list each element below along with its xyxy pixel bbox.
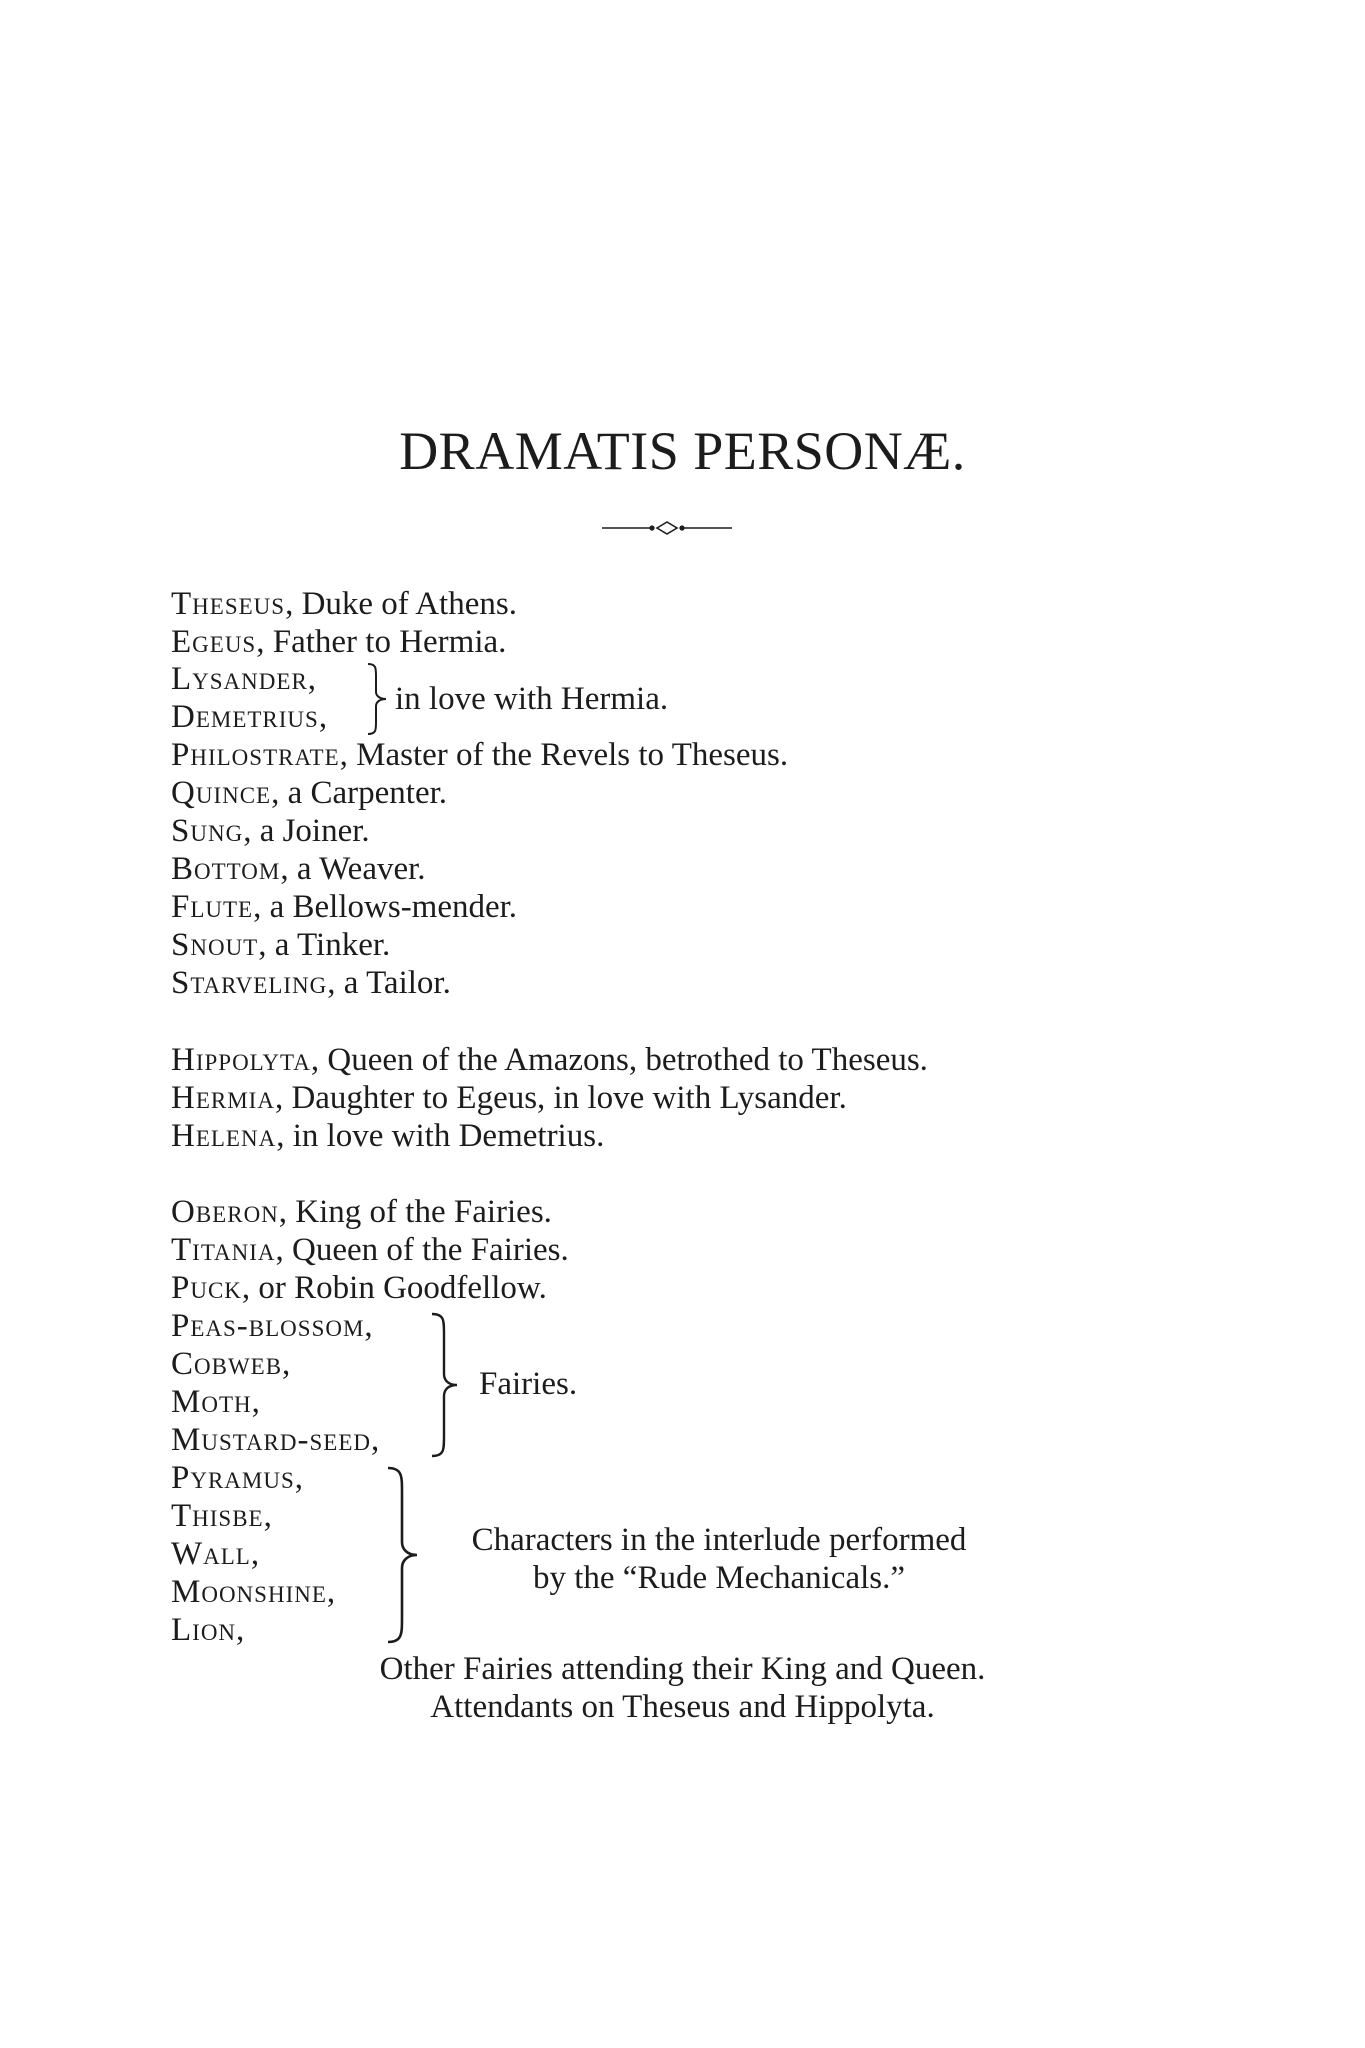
character-name: Theseus <box>171 586 286 622</box>
character-entry <box>171 926 390 964</box>
mechanicals-note-line: by the “Rude Mechanicals.” <box>532 1560 906 1596</box>
character-entry <box>171 1611 245 1649</box>
character-name: Titania <box>171 1232 276 1268</box>
character-entry <box>171 585 517 623</box>
character-name: Helena <box>171 1118 277 1154</box>
character-entry <box>171 1345 291 1383</box>
character-name: Oberon <box>171 1194 279 1230</box>
character-entry <box>171 1535 260 1573</box>
attendants-line: Other Fairies attending their King and Queen. <box>379 1651 986 1687</box>
character-entry <box>171 1459 304 1497</box>
attendants-line: Attendants on Theseus and Hippolyta. <box>430 1689 935 1725</box>
character-name: Peas-blossom, <box>171 1308 374 1344</box>
character-entry <box>171 888 517 926</box>
character-name: Snout <box>171 927 259 963</box>
attendants-note <box>300 1650 1065 1726</box>
mechanicals-note-line: Characters in the interlude performed <box>471 1522 967 1558</box>
page-title: DRAMATIS PERSONÆ. <box>399 421 966 481</box>
character-name: Bottom <box>171 851 281 887</box>
character-entry <box>171 1573 336 1611</box>
character-description: , or Robin Goodfellow. <box>241 1270 547 1306</box>
character-entry <box>171 1079 847 1117</box>
character-entry <box>171 1269 547 1307</box>
suitors-note: in love with Hermia. <box>395 681 669 717</box>
character-name: Wall, <box>171 1536 261 1572</box>
character-name: Flute <box>171 889 254 925</box>
character-entry <box>171 1383 261 1421</box>
character-description: , a Tailor. <box>327 965 451 1001</box>
character-name: Hippolyta <box>171 1042 311 1078</box>
character-name: Moth, <box>171 1384 261 1420</box>
character-description: , Master of the Revels to Theseus. <box>339 737 789 773</box>
mechanicals-note <box>439 1521 999 1597</box>
character-name: Lion, <box>171 1612 246 1648</box>
character-description: , Duke of Athens. <box>285 586 517 622</box>
character-name: Moonshine, <box>171 1574 337 1610</box>
character-entry <box>171 1193 552 1231</box>
character-name: Demetrius, <box>171 699 329 735</box>
brace-icon <box>386 1466 420 1644</box>
fairies-note: Fairies. <box>479 1366 578 1402</box>
character-name: Sung <box>171 813 244 849</box>
character-entry <box>171 1041 928 1079</box>
character-description: , Father to Hermia. <box>256 624 507 660</box>
character-entry <box>171 698 328 736</box>
character-description: , a Weaver. <box>280 851 426 887</box>
character-name: Egeus <box>171 624 257 660</box>
character-name: Quince <box>171 775 272 811</box>
character-entry <box>171 623 506 661</box>
scroll-ornament-divider-icon <box>602 516 732 540</box>
character-description: , Queen of the Fairies. <box>275 1232 569 1268</box>
character-description: , Daughter to Egeus, in love with Lysander. <box>274 1080 847 1116</box>
character-name: Lysander, <box>171 661 318 697</box>
character-name: Hermia <box>171 1080 275 1116</box>
character-description: , Queen of the Amazons, betrothed to Theseus. <box>310 1042 928 1078</box>
character-name: Puck <box>171 1270 242 1306</box>
character-description: , a Joiner. <box>243 813 370 849</box>
character-description: , King of the Fairies. <box>278 1194 552 1230</box>
character-entry <box>171 850 426 888</box>
character-entry <box>171 1421 380 1459</box>
brace-icon <box>430 1312 460 1458</box>
brace-icon <box>366 662 388 736</box>
character-description: , a Bellows-mender. <box>253 889 518 925</box>
character-entry <box>171 774 447 812</box>
character-description: , a Carpenter. <box>271 775 448 811</box>
character-entry <box>171 660 317 698</box>
character-entry <box>171 964 451 1002</box>
character-name: Cobweb, <box>171 1346 292 1382</box>
character-name: Philostrate <box>171 737 340 773</box>
character-entry <box>171 1117 604 1155</box>
character-entry <box>171 812 370 850</box>
character-name: Pyramus, <box>171 1460 305 1496</box>
character-name: Thisbe, <box>171 1498 273 1534</box>
character-description: , in love with Demetrius. <box>276 1118 605 1154</box>
character-entry <box>171 1307 374 1345</box>
character-description: , a Tinker. <box>258 927 391 963</box>
character-entry <box>171 736 788 774</box>
character-name: Starveling <box>171 965 328 1001</box>
character-name: Mustard-seed, <box>171 1422 381 1458</box>
character-entry <box>171 1497 273 1535</box>
character-entry <box>171 1231 569 1269</box>
